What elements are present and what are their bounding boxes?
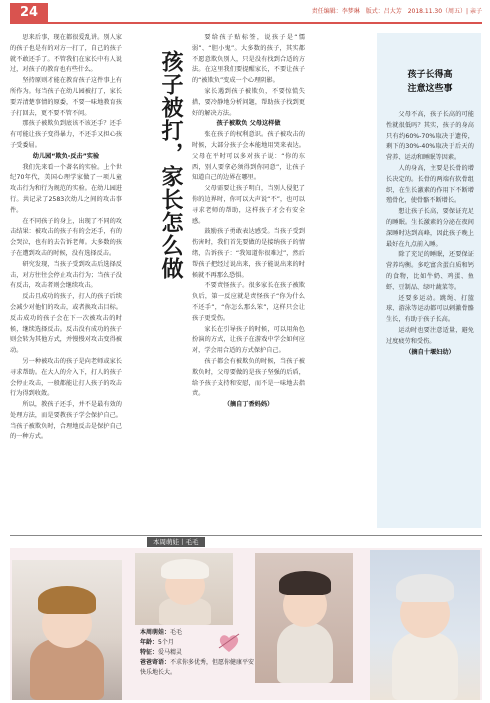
source-credit: （摘自十堰妇幼） [405,348,455,356]
paragraph: 另一种被攻击的孩子是向老师或家长寻求帮助。在大人的介入下，打人的孩子会停止攻击，一般都能让打人孩子的攻击行为得到收敛。 [10,357,122,398]
paragraph: 在不同孩子的身上，出现了不同的攻击结果：被攻击的孩子有的会还手，有的会哭泣，也有的去告诉老师。大多数的孩子在遭到攻击的时候，没有选择反击。 [10,217,122,257]
baby-photo-1 [12,560,122,700]
paragraph: 所以，教孩子还手，并不是最有效的处理方法，而是要教孩子学会保护自己。当孩子被欺负时，合理地反击是保护自己的一种方式。 [10,401,122,441]
page-header [0,0,490,22]
caption-value: 不求你多优秀，但愿你健康平安快乐地长大。 [140,659,255,676]
paragraph: 家长在引导孩子的时候，可以用角色扮演的方式，让孩子在游戏中学会如何应对，学会用合适的方式保护自己。 [192,325,305,355]
header-rule [10,22,482,24]
baby-photo-4 [370,550,480,700]
baby-photo-2 [135,553,233,625]
paragraph: 除了充足的睡眠，还要保证营养均衡。多吃富含蛋白质和钙的食物，比如牛奶、鸡蛋、鱼虾、豆制品、绿叶蔬菜等。 [386,251,474,291]
baby-hat [396,574,454,602]
baby-body [392,632,458,700]
paragraph: 还要多运动。跳绳、打篮球、游泳等运动都可以刺激骨骼生长，有助于孩子长高。 [386,294,474,324]
caption-key: 特征： [140,649,159,656]
paragraph: 反击且成功的孩子，打人的孩子后续会减少对他们的攻击，或者换攻击目标。反击成功的孩子会在下一次被攻击的时候，继续选择反击。反击没有成功的孩子则会转为其他方式，并慢慢对攻击变得被动。 [10,293,122,355]
article-column-2 [192,33,305,503]
paragraph: 研究发现，当孩子受到攻击后选择反击，对方往往会停止攻击行为；当孩子没有反击，攻击者则会继续攻击。 [10,260,122,290]
caption-key: 本周萌娃： [140,629,171,636]
source-credit: （摘自丁香妈妈） [223,401,274,409]
section-label: 本周萌娃丨毛毛 [147,537,205,547]
paragraph: 坚持原则才能在教育孩子这件事上有所作为。每当孩子在幼儿园被打了，家长要弄清楚事情的原委，不要一味地教育孩子打回去，更不要不管不问。 [10,77,122,117]
paragraph: 运动时也要注意适量，避免过度疲劳和受伤。 [386,326,474,345]
sidebar-column [386,110,474,525]
paragraph: 那孩子被欺负到底该不该还手？还手有可能让孩子变得暴力，不还手又担心孩子受委屈。 [10,120,122,149]
caption-value: 毛毛 [170,629,183,636]
header-meta: 责任编辑：李梦琳 版式：吕大芳 2018.11.30（周五）| 亲子 [311,8,482,15]
paragraph: 父母需要让孩子明白，当别人侵犯了你的边界时，你可以大声说“不”，也可以寻求老师的帮助，这样孩子才会有安全感。 [192,185,305,225]
paragraph: 孩子都会有被欺负的时候，当孩子被欺负时，父母要做的是孩子坚强的后盾，给予孩子支持和安慰，而不是一味地去指责。 [192,357,305,398]
paragraph: 家长遇到孩子被欺负，不要惊慌失措，要冷静地分析问题，帮助孩子找到更好的解决方法。 [192,87,305,117]
sidebar-title: 孩子长得高 注意这些事 [407,70,453,94]
baby-photo-3 [255,553,353,683]
paragraph: 张在孩子的权利意识。孩子被攻击的时候，大部分孩子会本能地用哭来表达。父母在平时可以多对孩子说：“你的东西，别人要拿必须得到你同意”，让孩子知道自己的边界在哪里。 [192,131,305,182]
article-column-1 [10,33,122,528]
paragraph: 人的身高，主要是长骨的增长决定的。长骨的两端有软骨组织，在生长激素的作用下不断增殖骨化，使骨骼不断增长。 [386,164,474,205]
paragraph: 父母不高，孩子长高的可能性就很低吗？其实，孩子的身高只有约60%-70%取决于遗传，剩下的30%-40%取决于后天的营养、运动和睡眠等因素。 [386,111,474,162]
paragraph: 我们先来看一个著名的实验。上个世纪70年代，美国心理学家做了一项儿童攻击行为和行为规范的实验。在幼儿园进行。共记录了2583次幼儿之间的攻击事件。 [10,163,122,214]
baby-hat [279,571,331,595]
caption-key: 年龄： [140,639,159,646]
baby-hat [161,559,209,579]
section-divider [10,535,482,547]
paragraph: 思来后事，现在都很爱乱讲。别人家的孩子也是有的对方一打了，自己的孩子就不敢还手了。不管我们在家长中有人说过，对孩子的教育也有些什么。 [10,34,122,74]
baby-hat [38,586,96,614]
caption-value: 5个月 [158,639,174,646]
paragraph: 不要责怪孩子。很多家长在孩子被欺负后，第一反应就是责怪孩子“你为什么不还手”，“你怎么那么笨”，这样只会让孩子更受伤。 [192,282,305,322]
baby-body [277,623,333,683]
caption-key: 爸爸寄语： [140,659,171,666]
article-title: 孩子被打，家长怎么做 [158,50,184,280]
caption-value: 爱马精灵 [158,649,183,656]
paragraph: 要给孩子贴标签，说孩子是“懦弱”、“胆小鬼”。大多数的孩子，其实都不愿意欺负别人，只是没有找到合适的方法。在这里我们要提醒家长，不要让孩子的“被欺负”变成一个心理阴影。 [192,34,305,85]
photo-caption [140,628,260,678]
paragraph: 鼓励孩子勇敢表达感受。当孩子受到伤害时，我们首先要做的是接纳孩子的情绪，告诉孩子：“我知道你很难过”，然后帮孩子把经过说出来，孩子能说出来的时候就不再那么恐惧。 [192,228,305,279]
subheading: 幼儿园“欺负-反击”实验 [32,152,100,160]
subheading: 孩子被欺负 父母这样做 [216,120,281,128]
paragraph: 想让孩子长高，要保证充足的睡眠。生长激素的分泌在夜间深睡时达到高峰，因此孩子晚上最好在九点前入睡。 [386,208,474,248]
page-number: 24 [10,3,48,22]
